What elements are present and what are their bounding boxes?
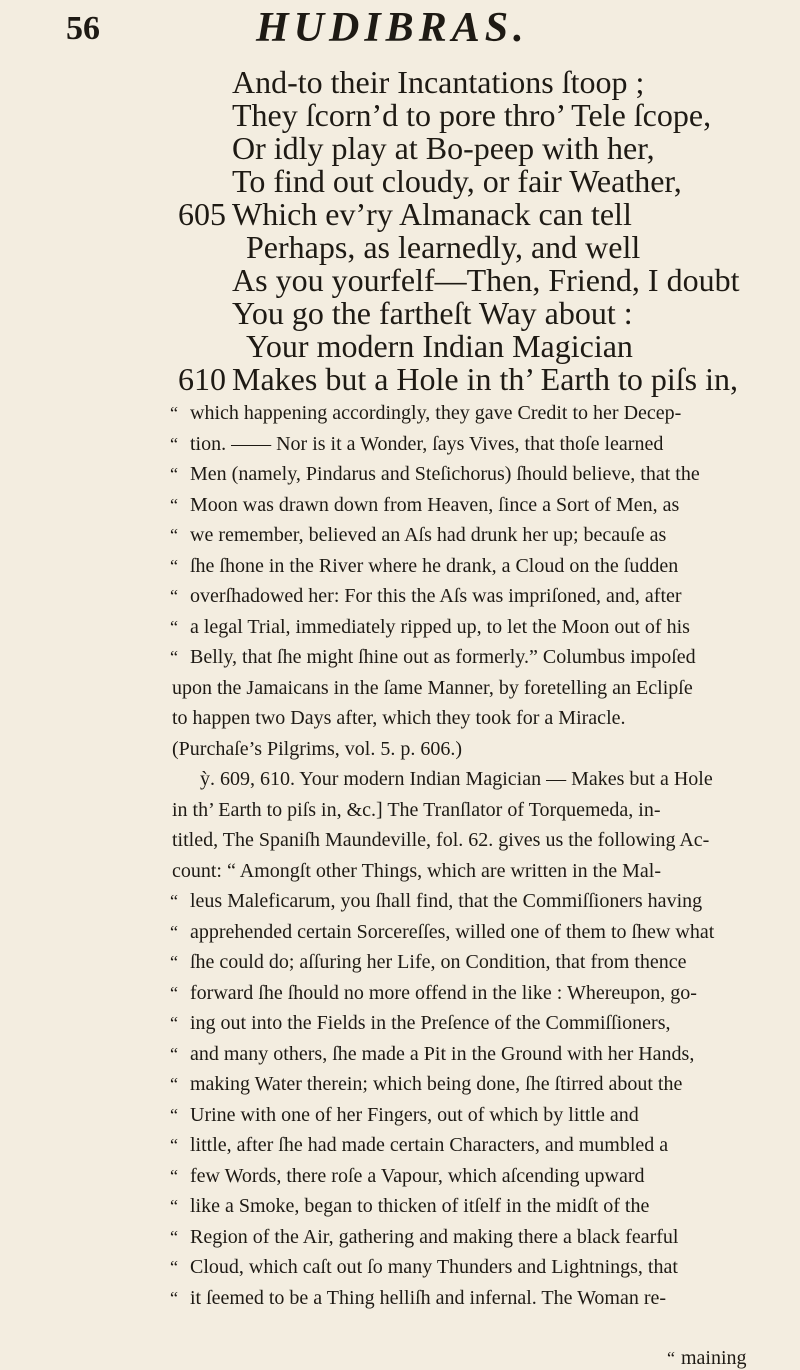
quote-mark: “ (170, 464, 178, 484)
commentary-text: apprehended certain Sorcereſſes, willed one of them to ſhew what (190, 920, 715, 943)
quote-mark: “ (170, 647, 178, 667)
page-header (0, 4, 800, 64)
quote-mark: “ (170, 1104, 178, 1125)
quote-mark: “ (170, 982, 178, 1003)
commentary-text: (Purchaſe’s Pilgrims, vol. 5. p. 606.) (172, 737, 462, 760)
commentary-line (0, 858, 800, 884)
commentary-line (0, 614, 800, 640)
verse-line-text: Perhaps, as learnedly, and well (246, 229, 641, 265)
commentary-text: Moon was drawn down from Heaven, ſince a Sort of Men, as (190, 493, 680, 516)
quote-mark: “ (170, 1135, 178, 1155)
verse-line-text: Which ev’ry Almanack can tell (232, 196, 632, 232)
quote-mark: “ (170, 616, 178, 637)
commentary-line (0, 888, 800, 914)
quote-mark: “ (170, 891, 178, 911)
verse-line-text: Makes but a Hole in th’ Earth to piſs in, (232, 361, 738, 397)
verse-line (0, 357, 800, 401)
commentary-line (0, 705, 800, 731)
commentary-text: ing out into the Fields in the Preſence of the Commiſſioners, (190, 1012, 671, 1034)
commentary-line (0, 583, 800, 609)
commentary-line (0, 949, 800, 975)
commentary-text: Belly, that ſhe might ſhine out as formerly.” Columbus impoſed (190, 646, 696, 668)
commentary-text: titled, The Spaniſh Maundeville, fol. 62. gives us the following Ac- (172, 829, 710, 851)
commentary-line (0, 766, 800, 792)
commentary-line (0, 980, 800, 1006)
commentary-line (0, 1254, 800, 1280)
commentary-line (0, 400, 800, 426)
commentary-line (0, 1102, 800, 1128)
commentary-text: leus Maleficarum, you ſhall find, that the Commiſſioners having (190, 890, 703, 912)
commentary-text: tion. —— Nor is it a Wonder, ſays Vives, that thoſe learned (190, 432, 664, 455)
quote-mark: “ (170, 555, 178, 576)
quote-mark: “ (170, 586, 178, 606)
commentary-text: Urine with one of her Fingers, out of which by little and (190, 1103, 639, 1126)
catchword (667, 1347, 747, 1370)
commentary-line (0, 827, 800, 853)
quote-mark: “ (170, 1013, 178, 1033)
commentary-line (0, 1132, 800, 1158)
commentary-line (0, 492, 800, 518)
commentary-line (0, 919, 800, 945)
commentary-text: count: “ Amongſt other Things, which are written in the Mal- (172, 859, 661, 882)
commentary-line (0, 1193, 800, 1219)
commentary-line (0, 1163, 800, 1189)
commentary-text: Region of the Air, gathering and making there a black fearful (190, 1225, 679, 1248)
commentary-text: it ſeemed to be a Thing helliſh and infernal. The Woman re- (190, 1286, 667, 1309)
commentary-line (0, 461, 800, 487)
commentary-line (0, 1071, 800, 1097)
commentary-text: Cloud, which caſt out ſo many Thunders and Lightnings, that (190, 1256, 678, 1278)
commentary-text: we remember, believed an Aſs had drunk her up; becauſe as (190, 524, 667, 546)
commentary-line (0, 675, 800, 701)
commentary-line (0, 431, 800, 457)
commentary-text: Men (namely, Pindarus and Steſichorus) ſhould believe, that the (190, 463, 700, 485)
quote-mark: “ (170, 1165, 178, 1186)
commentary-text: a legal Trial, immediately ripped up, to let the Moon out of his (190, 615, 690, 638)
verse-line-text: And-to their Incantations ſtoop ; (232, 64, 645, 100)
running-head: HUDIBRAS. (256, 5, 529, 51)
commentary-text: ſhe could do; aſſuring her Life, on Condition, that from thence (190, 951, 687, 973)
commentary-text: overſhadowed her: For this the Aſs was impriſoned, and, after (190, 585, 682, 607)
verse-line-text: Your modern Indian Magician (246, 328, 633, 364)
quote-mark: “ (170, 494, 178, 515)
commentary-text: few Words, there roſe a Vapour, which aſcending upward (190, 1164, 645, 1187)
quote-mark: “ (170, 525, 178, 545)
commentary-text: and many others, ſhe made a Pit in the Ground with her Hands, (190, 1042, 695, 1065)
commentary-line (0, 736, 800, 762)
verse-line-text: You go the fartheſt Way about : (232, 295, 633, 331)
commentary-line (0, 1041, 800, 1067)
verse-line-number: 605 (178, 196, 226, 232)
commentary-text: ſhe ſhone in the River where he drank, a Cloud on the ſudden (190, 554, 679, 577)
commentary-text: ỳ. 609, 610. Your modern Indian Magician — Makes but a Hole (200, 768, 713, 790)
quote-mark: “ (170, 921, 178, 942)
catchword-quote: “ (667, 1348, 675, 1368)
commentary-line (0, 797, 800, 823)
page-number: 56 (66, 10, 100, 47)
commentary-line (0, 1010, 800, 1036)
commentary-line (0, 1285, 800, 1311)
quote-mark: “ (170, 433, 178, 454)
verse-line-text: They ſcorn’d to pore thro’ Tele ſcope, (232, 97, 712, 133)
commentary-line (0, 553, 800, 579)
commentary-line (0, 644, 800, 670)
commentary-text: making Water therein; which being done, ſhe ſtirred about the (190, 1073, 683, 1095)
quote-mark: “ (170, 1226, 178, 1247)
verse-line-text: To find out cloudy, or fair Weather, (232, 163, 682, 199)
commentary-text: upon the Jamaicans in the ſame Manner, by foretelling an Eclipſe (172, 676, 693, 699)
quote-mark: “ (170, 952, 178, 972)
commentary-line (0, 1224, 800, 1250)
quote-mark: “ (170, 1196, 178, 1216)
commentary-line (0, 522, 800, 548)
commentary-text: to happen two Days after, which they took for a Miracle. (172, 707, 626, 729)
verse-line-number: 610 (178, 361, 226, 397)
quote-mark: “ (170, 403, 178, 423)
quote-mark: “ (170, 1257, 178, 1277)
commentary-text: forward ſhe ſhould no more offend in the like : Whereupon, go- (190, 981, 697, 1004)
catchword-text: maining (681, 1347, 747, 1369)
commentary-text: little, after ſhe had made certain Characters, and mumbled a (190, 1134, 669, 1156)
quote-mark: “ (170, 1043, 178, 1064)
verse-line-text: As you yourfelf—Then, Friend, I doubt (232, 262, 740, 298)
quote-mark: “ (170, 1287, 178, 1308)
verse-line-text: Or idly play at Bo-peep with her, (232, 130, 655, 166)
commentary-text: in th’ Earth to piſs in, &c.] The Tranſlator of Torquemeda, in- (172, 798, 661, 821)
commentary-text: which happening accordingly, they gave Credit to her Decep- (190, 402, 682, 424)
commentary-text: like a Smoke, began to thicken of itſelf in the midſt of the (190, 1195, 650, 1217)
quote-mark: “ (170, 1074, 178, 1094)
